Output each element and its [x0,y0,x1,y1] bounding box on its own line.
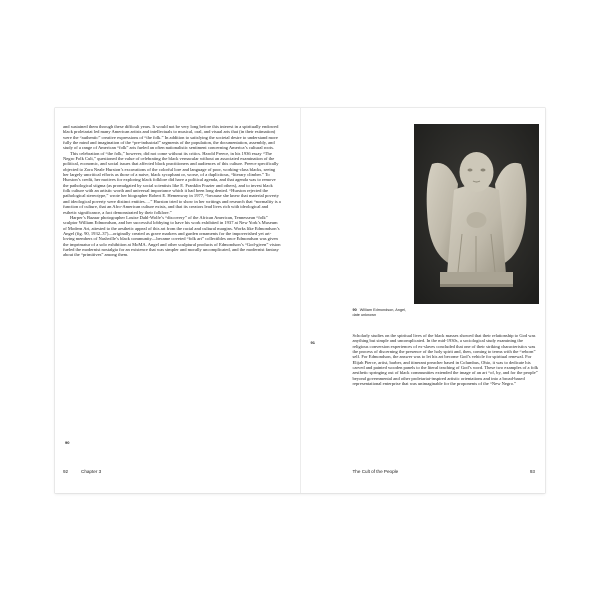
left-paragraph-2: This celebration of “the folk,” however, did not come without its critics. Harold Preece, in his 1936 essay “The Negro Folk Cult,” questioned the value of celebrating the black vernacular without an associated examination of the political, economic, and social issues that affected black practitioners and audiences of this culture. Preece specifically objected to Zora Neale Hurston’s excavations of the colorful lore and language of poor, working-class blacks, seeing her largely uncritical efforts as those of a naive, black sycophant or, worse, of a duplicitous, “literary climber.” To Hurston’s credit, her motives for exploring black folklore did have a political agenda, and that agenda was to remove the pathological stigma (as promulgated by social scientists like E. Franklin Frazier and others), and to invest black folk culture with an artistic worth and universal importance which it had been long denied. “Hurston rejected the pathological stereotype,” wrote her biographer Robert E. Hemenway in 1977, “because she knew that material poverty and ideological poverty were distinct entities….” Hurston tried to show in her writings and research that “normality is a function of culture, that an Afro-American culture exists, and that its creators lead lives rich with ideological and esthetic significance, a fact demonstrated by their folklore.” [63,150,281,215]
caption-figure-number: 90 [352,308,357,312]
left-paragraph-1: and sustained them through these difficult years. It would not be very long before this interest in a spiritually endowed black proletariat led many American artists and intellectuals to musical, oral, and visual arts that (in their estimation) were the “authentic” creative expressions of “the folk.” In addition to satisfying the societal desire to understand more fully the mind and imagination of the “pre-industrial” segments of the population, the documentation, assembly, and study of a range of American “folk” arts fueled an often nationalistic sentiment concerning America’s cultural roots. [63,124,279,151]
right-folio-number: 93 [529,469,535,474]
caption-text: William Edmondson, Angel, date unknown [352,308,407,317]
right-paragraph-1: Scholarly studies on the spiritual lives of the black masses showed that their relationship to God was anything but simple and uncomplicated. In the mid-1930s, a sociological study examining the religious conversion experiences of ex-slaves concluded that one of their striking characteristics was the process of discerning the presence of the holy spirit and, then, coming to terms with the “reborn” self. For Edmondson, the answer was to let his art become God’s vehicle for spiritual renewal. For Elijah Pierce, artist, barber, and itinerant preacher based in Columbus, Ohio, it was to dedicate his carved and painted wooden panels to the literal teaching of God’s word. These two examples of a folk aesthetic springing out of black communities extended the image of an art “of, by, and for the people” beyond governmental and other proletariat-inspired artistic orientations and into a broad-based representational enterprise that was unimaginable for the proponents of the “New Negro.” [352,333,539,387]
angel-sculpture-image [414,124,539,304]
photo-caption [353,308,411,317]
left-page [55,108,301,493]
figure-reference-marker: 90 [65,440,70,445]
right-body-text [353,333,539,386]
figure-reference-marker: 91 [310,340,315,345]
right-page [301,108,546,493]
left-body-text [63,124,281,258]
right-running-head: The Cult of the People [352,469,399,474]
left-folio-number: 92 [63,469,69,474]
left-running-head: Chapter 3 [81,469,102,474]
book-spread [55,108,545,493]
left-paragraph-3: Harper’s Bazaar photographer Louise Dahl-Wolfe’s “discovery” of the African American, Tennessean “folk” sculptor William Edmondson, and her successful lobbying to have his work exhibited in 1937 at New York’s Museum of Modern Art, attested to the aesthetic appeal of this art from the racial and cultural margins. Works like Edmondson’s Angel (fig. 90, 1932–37)—originally created as grave markers and garden ornaments for the impoverished yet art-loving members of Nashville’s black community—became coveted “folk art” collectibles once Edmondson was given the imprimatur of a solo exhibition at MoMA. Angel and other sculptural products of Edmondson’s “God-given” vision fueled the modernist nostalgia for an existence that was simpler and morally uncomplicated, and the modernist fantasy about the “primitives” among them. [63,214,281,258]
angel-sculpture-photo [414,124,539,304]
